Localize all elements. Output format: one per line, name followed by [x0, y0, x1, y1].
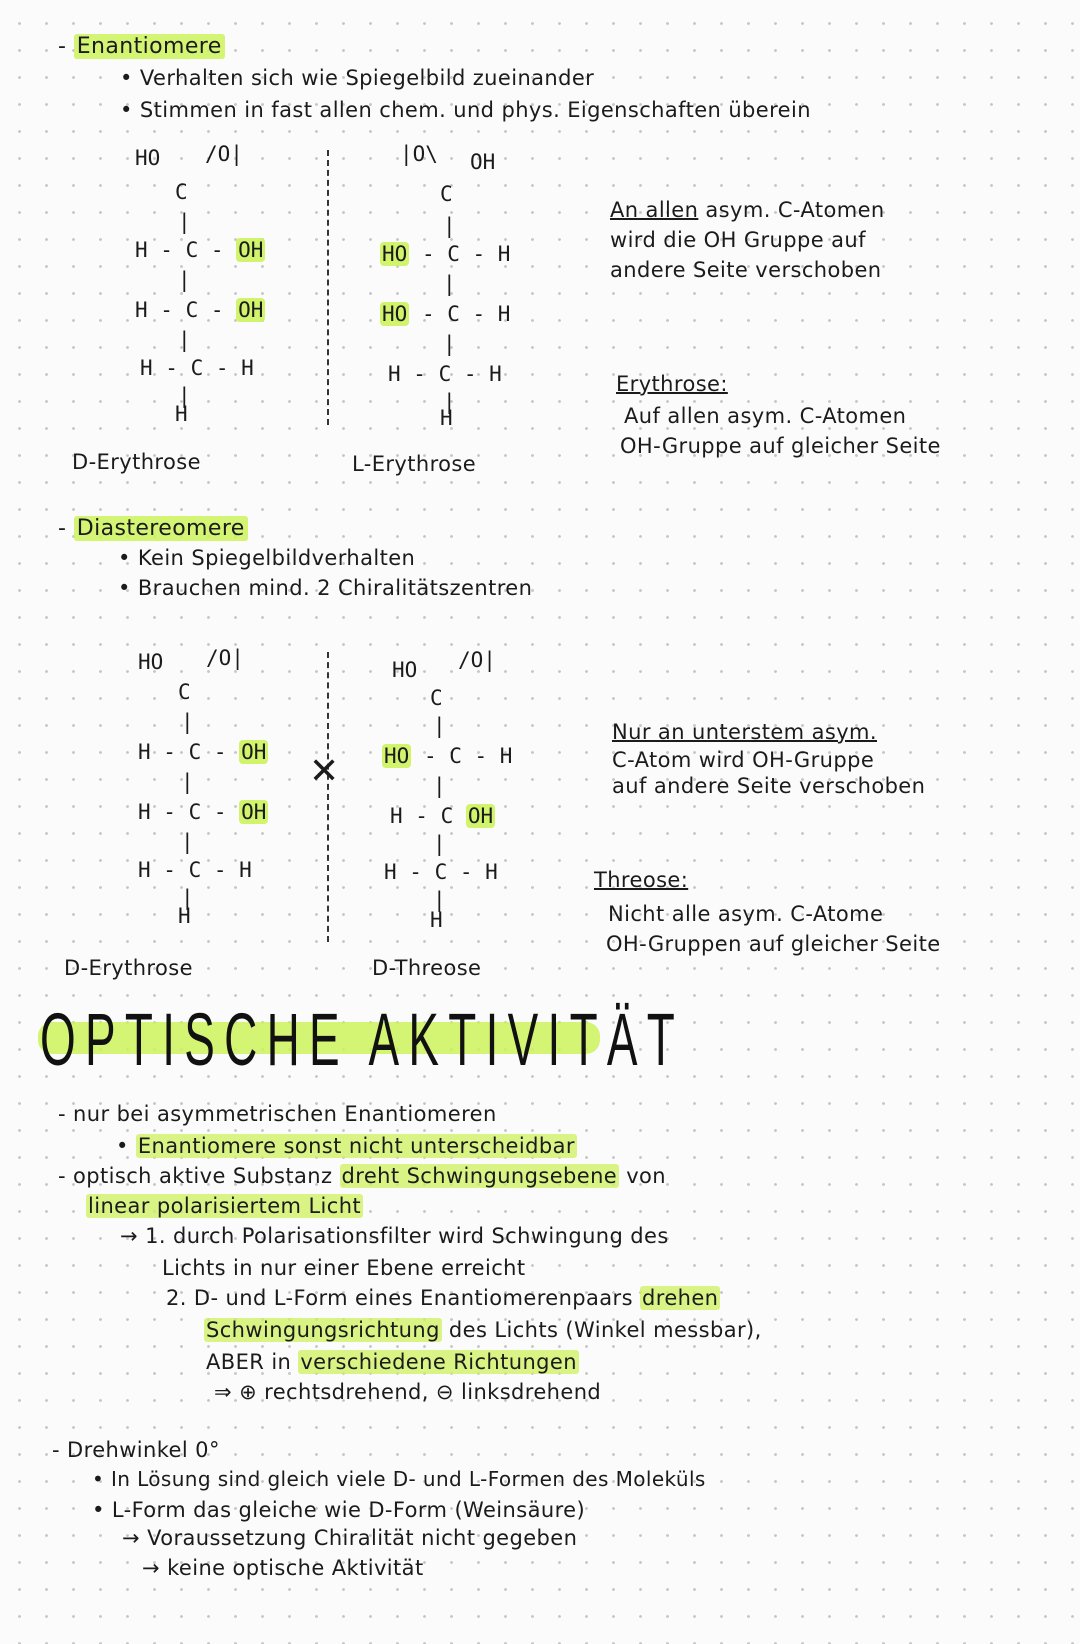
- threose-title: Threose:: [594, 868, 689, 892]
- diastereomere-bullet-1: • Kein Spiegelbildverhalten: [118, 546, 416, 570]
- d-erythrose-label-2: D-Erythrose: [64, 956, 193, 980]
- optisch-point-2d: ⇒ ⊕ rechtsdrehend, ⊖ linksdrehend: [214, 1380, 602, 1404]
- optisch-point-2c: ABER in verschiedene Richtungen: [206, 1350, 577, 1374]
- mol-bottom: H: [430, 908, 443, 932]
- optisch-line-3: - optisch aktive Substanz dreht Schwingungsebene von: [58, 1164, 666, 1188]
- note-2-line-2: C-Atom wird OH-Gruppe: [612, 748, 875, 772]
- mol-carbon-top: C: [175, 180, 188, 204]
- drehwinkel-line-4: → Voraussetzung Chiralität nicht gegeben: [122, 1526, 578, 1550]
- mol-row-2: H - C OH: [390, 804, 494, 828]
- threose-desc-2: OH-Gruppen auf gleicher Seite: [606, 932, 941, 956]
- mol-row-3: H - C - H: [384, 860, 498, 884]
- mol-row-1: H - C - OH: [138, 740, 267, 764]
- mol-row-1: H - C - OH: [135, 238, 264, 262]
- mol-carbon-top: C: [430, 686, 443, 710]
- note-2-line-3: auf andere Seite verschoben: [612, 774, 926, 798]
- mol-bottom: H: [175, 402, 188, 426]
- not-mirror-cross: ✕: [309, 751, 340, 792]
- diastereomere-bullet-2: • Brauchen mind. 2 Chiralitätszentren: [118, 576, 533, 600]
- l-erythrose-label: L-Erythrose: [352, 452, 477, 476]
- note-1-line-2: wird die OH Gruppe auf: [610, 228, 866, 252]
- mirror-line-2: [327, 652, 329, 942]
- note-2-line-1: Nur an unterstem asym.: [612, 720, 877, 744]
- optisch-line-1: - nur bei asymmetrischen Enantiomeren: [58, 1102, 497, 1126]
- mol-top-left: HO: [135, 146, 161, 170]
- drehwinkel-line-3: • L-Form das gleiche wie D-Form (Weinsäure): [92, 1498, 586, 1522]
- d-threose-structure: HO /O| C | HO - C - H | H - C OH | H - C - H | H: [384, 648, 513, 932]
- enantiomere-bullet-1: • Verhalten sich wie Spiegelbild zueinander: [120, 66, 595, 90]
- optische-aktivitaet-title: OPTISCHE AKTIVITÄT: [40, 998, 685, 1081]
- mol-row-3: H - C - H: [388, 362, 502, 386]
- drehwinkel-line-1: - Drehwinkel 0°: [52, 1438, 220, 1462]
- mol-carbon-top: C: [178, 680, 191, 704]
- optisch-point-1a: → 1. durch Polarisationsfilter wird Schwingung des: [120, 1224, 669, 1248]
- mol-top-left: HO: [138, 650, 164, 674]
- mol-row-3: H - C - H: [138, 858, 252, 882]
- mirror-line-1: [327, 150, 329, 425]
- enantiomere-heading: - Enantiomere: [58, 34, 225, 59]
- mol-row-2: HO - C - H: [382, 302, 511, 326]
- erythrose-title: Erythrose:: [616, 372, 728, 396]
- optisch-point-1b: Lichts in nur einer Ebene erreicht: [162, 1256, 526, 1280]
- note-1-line-1: An allen asym. C-Atomen: [610, 198, 885, 222]
- mol-row-2: H - C - OH: [138, 800, 267, 824]
- optisch-point-2b: Schwingungsrichtung des Lichts (Winkel messbar),: [206, 1318, 762, 1342]
- drehwinkel-line-2: • In Lösung sind gleich viele D- und L-Formen des Moleküls: [92, 1467, 706, 1491]
- optisch-point-2a: 2. D- und L-Form eines Enantiomerenpaars drehen: [166, 1286, 719, 1310]
- optisch-line-4: linear polarisiertem Licht: [88, 1194, 362, 1218]
- mol-row-1: HO - C - H: [382, 242, 511, 266]
- diastereomere-heading: - Diastereomere: [58, 516, 248, 541]
- mol-row-1: HO - C - H: [384, 744, 513, 768]
- mol-top-right: OH: [470, 150, 496, 174]
- mol-top-right: /O|: [205, 142, 243, 166]
- d-threose-label: D-Threose: [372, 956, 482, 980]
- l-erythrose-structure: |O\ OH C | HO - C - H | HO - C - H | H - C - H | H: [382, 142, 511, 430]
- erythrose-desc-2: OH-Gruppe auf gleicher Seite: [620, 434, 941, 458]
- enantiomere-bullet-2: • Stimmen in fast allen chem. und phys. Eigenschaften überein: [120, 98, 811, 122]
- mol-top-right: /O|: [206, 646, 244, 670]
- mol-carbon-top: C: [440, 182, 453, 206]
- mol-top-left: HO: [392, 658, 418, 682]
- threose-desc-1: Nicht alle asym. C-Atome: [608, 902, 884, 926]
- note-1-line-3: andere Seite verschoben: [610, 258, 882, 282]
- d-erythrose-structure-2: HO /O| C | H - C - OH | H - C - OH | H - C - H | H: [138, 646, 267, 928]
- mol-row-2: H - C - OH: [135, 298, 264, 322]
- erythrose-desc-1: Auf allen asym. C-Atomen: [624, 404, 907, 428]
- d-erythrose-structure: HO /O| C | H - C - OH | H - C - OH | H - C - H | H: [135, 142, 264, 426]
- mol-bottom: H: [440, 406, 453, 430]
- mol-top-left: |O\: [400, 142, 438, 166]
- optisch-line-2: • Enantiomere sonst nicht unterscheidbar: [116, 1134, 575, 1158]
- mol-row-3: H - C - H: [140, 356, 254, 380]
- mol-bottom: H: [178, 904, 191, 928]
- drehwinkel-line-5: → keine optische Aktivität: [142, 1556, 424, 1580]
- mol-top-right: /O|: [458, 648, 496, 672]
- d-erythrose-label: D-Erythrose: [72, 450, 201, 474]
